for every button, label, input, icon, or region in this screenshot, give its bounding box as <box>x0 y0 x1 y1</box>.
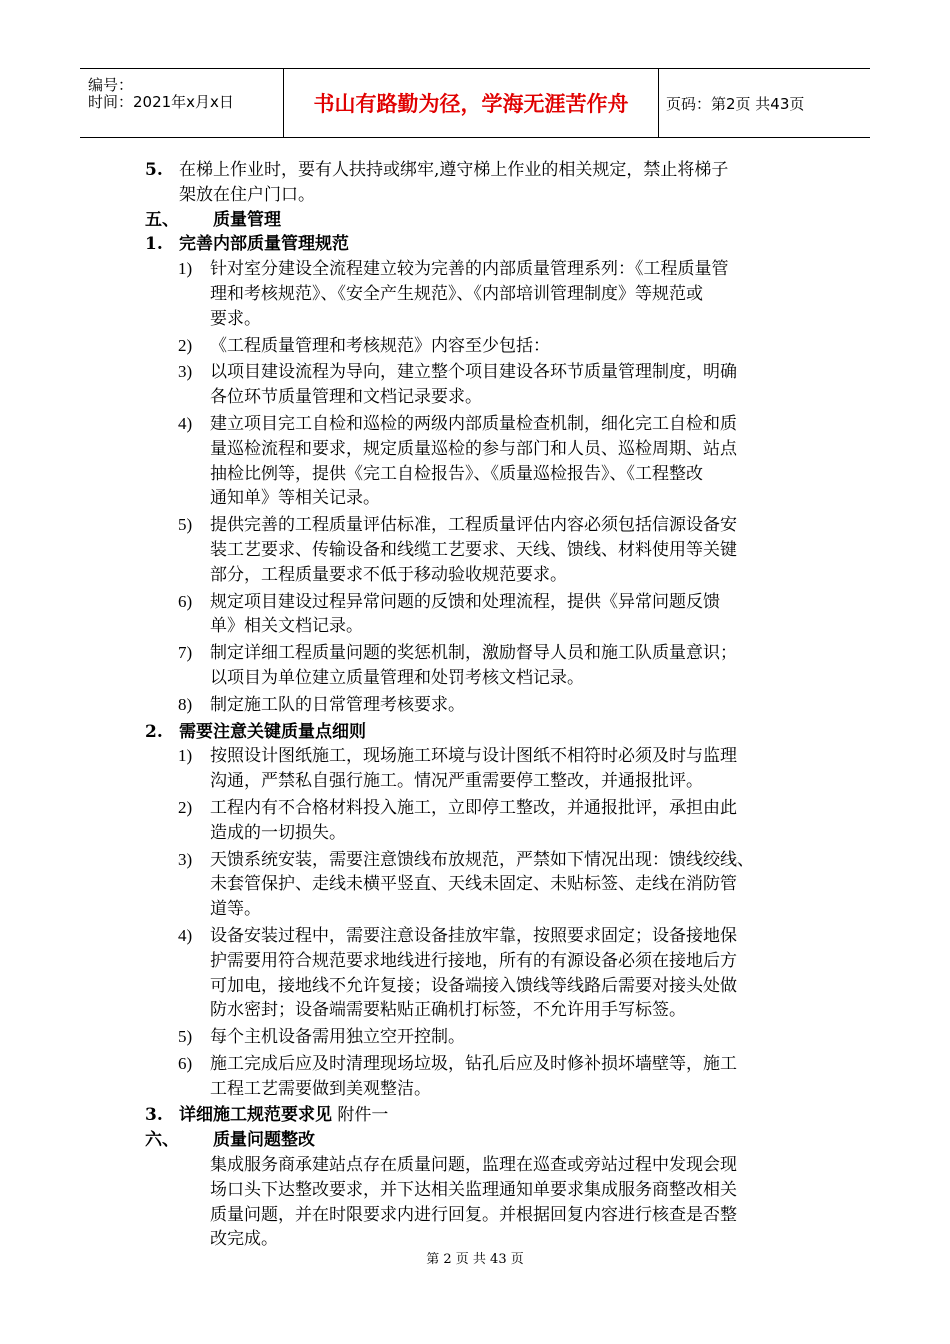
header-motto: 书山有路勤为径，学海无涯苦作舟 <box>284 69 659 137</box>
list-item-text-line: 设备安装过程中，需要注意设备挂放牢靠，按照要求固定；设备接地保 <box>210 925 737 946</box>
list-item-text-line: 建立项目完工自检和巡检的两级内部质量检查机制，细化完工自检和质 <box>210 413 737 434</box>
list-item-text-line: 要求。 <box>210 308 261 329</box>
subsection-1-list <box>145 257 815 717</box>
list-item-number: 3) <box>178 362 193 382</box>
list-item-text-line: 道等。 <box>210 899 261 920</box>
list-item-text-line: 每个主机设备需用独立空开控制。 <box>210 1027 465 1048</box>
page-footer: 第 2 页 共 43 页 <box>426 1252 524 1267</box>
list-item-text-line: 施工完成后应及时清理现场垃圾，钻孔后应及时修补损坏墙壁等，施工 <box>210 1053 737 1074</box>
list-item-text-line: 装工艺要求、传输设备和线缆工艺要求、天线、馈线、材料使用等关键 <box>210 539 737 560</box>
section-6-paragraph <box>210 1153 815 1252</box>
list-item-text-line: 天馈系统安装，需要注意馈线布放规范，严禁如下情况出现：馈线绞线、 <box>210 849 754 870</box>
item-5-block <box>145 158 815 208</box>
list-item-text-line: 量巡检流程和要求，规定质量巡检的参与部门和人员、巡检周期、站点 <box>210 438 737 459</box>
section-6-number: 六、 <box>145 1130 179 1151</box>
list-item <box>178 360 815 410</box>
subsection-2-heading <box>145 720 815 745</box>
document-date-label: 时间：2021年x月x日 <box>88 93 234 111</box>
list-item-text-line: 规定项目建设过程异常问题的反馈和处理流程，提供《异常问题反馈 <box>210 591 720 612</box>
header-page-number: 页码：第2页 共43页 <box>666 94 805 113</box>
item-5-number: 5. <box>145 160 163 180</box>
list-item-text-line: 通知单》等相关记录。 <box>210 488 380 509</box>
list-item-text-line: 单》相关文档记录。 <box>210 616 363 637</box>
list-item-text-line: 提供完善的工程质量评估标准，工程质量评估内容必须包括信源设备安 <box>210 515 737 536</box>
list-item-text-line: 工程内有不合格材料投入施工，立即停工整改，并通报批评，承担由此 <box>210 797 737 818</box>
list-item-text-line: 防水密封；设备端需要粘贴正确机打标签，不允许用手写标签。 <box>210 1000 686 1021</box>
list-item <box>178 641 815 691</box>
list-item <box>178 1025 815 1050</box>
section-5-heading <box>145 208 815 233</box>
list-item <box>178 796 815 846</box>
list-item-number: 2) <box>178 797 193 817</box>
subsection-3-title: 详细施工规范要求见 <box>179 1105 332 1126</box>
list-item-text-line: 工程工艺需要做到美观整洁。 <box>210 1078 431 1099</box>
list-item-text-line: 造成的一切损失。 <box>210 822 346 843</box>
list-item <box>178 848 815 922</box>
document-body <box>145 158 815 1252</box>
paragraph-line: 集成服务商承建站点存在质量问题，监理在巡查或旁站过程中发现会现 <box>210 1155 737 1176</box>
list-item-text-line: 按照设计图纸施工，现场施工环境与设计图纸不相符时必须及时与监理 <box>210 746 737 767</box>
list-item-text-line: 可加电，接地线不允许复接；设备端接入馈线等线路后需要对接头处做 <box>210 975 737 996</box>
list-item-text-line: 沟通，严禁私自强行施工。情况严重需要停工整改，并通报批评。 <box>210 771 703 792</box>
list-item <box>178 334 815 359</box>
list-item-text-line: 制定施工队的日常管理考核要求。 <box>210 694 465 715</box>
list-item-text-line: 抽检比例等，提供《完工自检报告》、《质量巡检报告》、《工程整改 <box>210 463 703 484</box>
subsection-2-list <box>145 744 815 1101</box>
item-5-line-1: 在梯上作业时，要有人扶持或绑牢,遵守梯上作业的相关规定，禁止将梯子 <box>179 160 729 180</box>
list-item-text-line: 针对室分建设全流程建立较为完善的内部质量管理系列：《工程质量管 <box>210 259 729 280</box>
subsection-1-heading <box>145 232 815 257</box>
section-5-title: 质量管理 <box>213 209 281 230</box>
item-5-line-2: 架放在住户门口。 <box>179 184 315 205</box>
subsection-3-number: 3. <box>145 1105 163 1126</box>
list-item-number: 6) <box>178 591 193 611</box>
list-item <box>178 590 815 640</box>
section-5-number: 五、 <box>145 209 179 230</box>
subsection-2-title: 需要注意关键质量点细则 <box>179 721 366 742</box>
list-item-number: 6) <box>178 1053 193 1073</box>
list-item-text-line: 以项目为单位建立质量管理和处罚考核文档记录。 <box>210 667 584 688</box>
list-item <box>178 257 815 331</box>
list-item-text-line: 各位环节质量管理和文档记录要求。 <box>210 387 482 408</box>
list-item-number: 4) <box>178 925 193 945</box>
paragraph-line: 改完成。 <box>210 1229 278 1250</box>
list-item-number: 5) <box>178 1027 193 1047</box>
subsection-1-title: 完善内部质量管理规范 <box>179 234 349 255</box>
subsection-3-heading <box>145 1103 815 1128</box>
page-header-table <box>80 68 870 138</box>
list-item-number: 8) <box>178 694 193 714</box>
list-item <box>178 924 815 1023</box>
subsection-3-attachment: 附件一 <box>332 1105 389 1126</box>
list-item-number: 7) <box>178 643 193 663</box>
list-item <box>178 412 815 511</box>
list-item-text-line: 未套管保护、走线未横平竖直、天线未固定、未贴标签、走线在消防管 <box>210 874 737 895</box>
section-6-title: 质量问题整改 <box>213 1130 315 1151</box>
list-item <box>178 693 815 718</box>
list-item-number: 1) <box>178 746 193 766</box>
list-item <box>178 513 815 587</box>
list-item-text-line: 部分，工程质量要求不低于移动验收规范要求。 <box>210 564 567 585</box>
document-number-label: 编号： <box>88 76 134 94</box>
list-item-text-line: 以项目建设流程为导向，建立整个项目建设各环节质量管理制度，明确 <box>210 362 737 383</box>
subsection-1-number: 1. <box>145 234 163 255</box>
section-6-heading <box>145 1128 815 1153</box>
list-item-number: 3) <box>178 849 193 869</box>
list-item-number: 5) <box>178 515 193 535</box>
paragraph-line: 质量问题，并在时限要求内进行回复。并根据回复内容进行核查是否整 <box>210 1204 737 1225</box>
list-item-text-line: 《工程质量管理和考核规范》内容至少包括： <box>210 335 550 356</box>
list-item <box>178 1052 815 1102</box>
paragraph-line: 场口头下达整改要求，并下达相关监理通知单要求集成服务商整改相关 <box>210 1179 737 1200</box>
list-item <box>178 744 815 794</box>
subsection-2-number: 2. <box>145 721 163 742</box>
list-item-number: 2) <box>178 335 193 355</box>
list-item-number: 1) <box>178 259 193 279</box>
list-item-text-line: 制定详细工程质量问题的奖惩机制，激励督导人员和施工队质量意识； <box>210 643 737 664</box>
header-info-cell <box>80 69 284 137</box>
list-item-text-line: 护需要用符合规范要求地线进行接地，所有的有源设备必须在接地后方 <box>210 950 737 971</box>
list-item-number: 4) <box>178 413 193 433</box>
list-item-text-line: 理和考核规范》、《安全产生规范》、《内部培训管理制度》等规范或 <box>210 283 703 304</box>
